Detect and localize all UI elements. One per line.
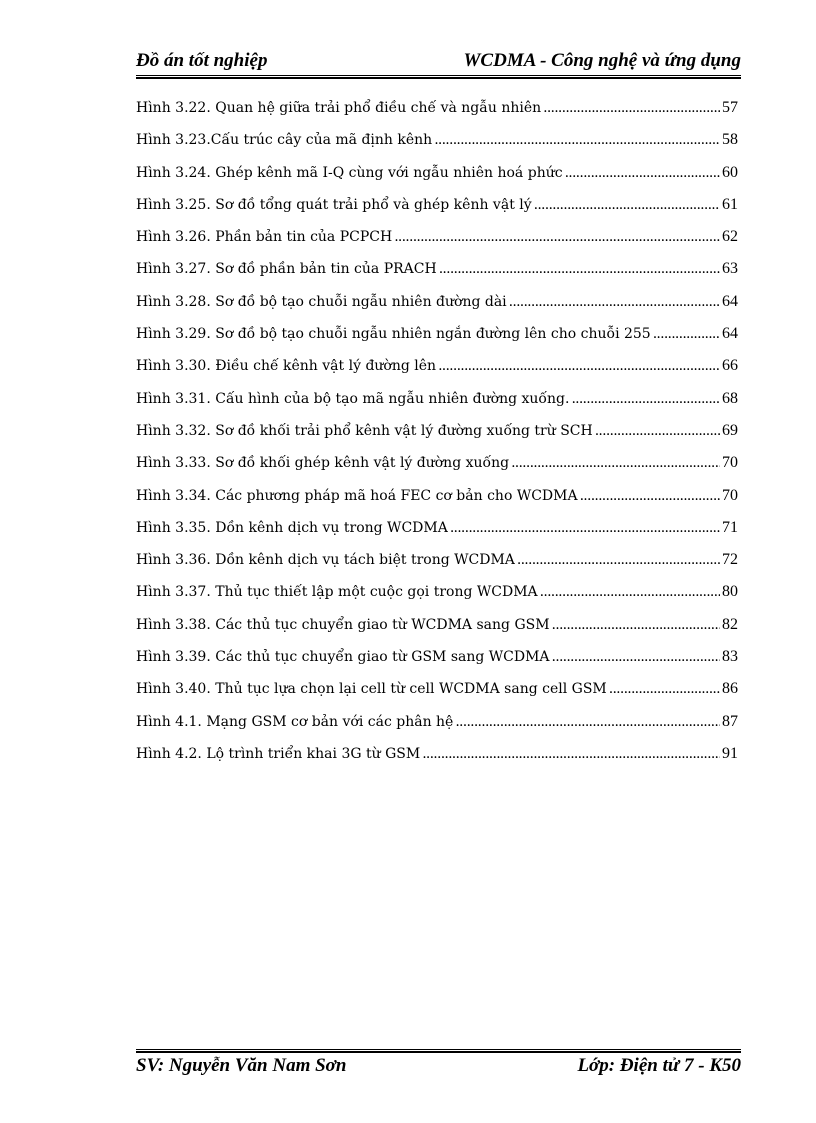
dot-leader: [543, 92, 720, 124]
toc-entry: [136, 189, 738, 221]
dot-leader: [609, 673, 720, 705]
toc-entry: [136, 576, 738, 608]
toc-entry: [136, 318, 738, 350]
toc-entry: [136, 673, 738, 705]
toc-entry-label: Hình 3.36. Dồn kênh dịch vụ tách biệt trong WCDMA: [136, 552, 515, 569]
toc-entry: [136, 480, 738, 512]
toc-entry: [136, 157, 738, 189]
toc-entry-page: 82: [722, 615, 738, 633]
dot-leader: [534, 189, 720, 221]
toc-entry: [136, 124, 738, 156]
dot-leader: [434, 124, 720, 156]
toc-entry-page: 58: [722, 131, 738, 149]
toc-entry-page: 70: [722, 486, 738, 504]
toc-entry-label: Hình 3.37. Thủ tục thiết lập một cuộc gọi trong WCDMA: [136, 584, 538, 601]
toc-entry: [136, 447, 738, 479]
dot-leader: [509, 286, 720, 318]
toc-entry-page: 61: [722, 195, 738, 213]
dot-leader: [552, 609, 720, 641]
toc-entry-label: Hình 3.33. Sơ đồ khối ghép kênh vật lý đường xuống: [136, 455, 510, 472]
toc-entry: [136, 221, 738, 253]
toc-entry-page: 64: [722, 325, 738, 343]
toc-entry-page: 72: [722, 551, 738, 569]
toc-entry: [136, 641, 738, 673]
toc-entry: [136, 512, 738, 544]
dot-leader: [580, 480, 720, 512]
footer-class: Lớp: Điện tử 7 - K50: [577, 1055, 741, 1076]
toc-entry-page: 64: [722, 292, 738, 310]
dot-leader: [394, 221, 720, 253]
toc-entry-label: Hình 3.31. Cấu hình của bộ tạo mã ngẫu nhiên đường xuống.: [136, 390, 570, 407]
header-rule: [136, 75, 741, 79]
toc-entry-label: Hình 4.1. Mạng GSM cơ bản với các phân hệ: [136, 713, 454, 730]
footer-rule: [136, 1049, 741, 1053]
toc-entry-page: 87: [722, 712, 738, 730]
dot-leader: [552, 641, 720, 673]
toc-entry: [136, 92, 738, 124]
toc-entry-page: 68: [722, 389, 738, 407]
toc-entry-page: 60: [722, 163, 738, 181]
toc-entry: [136, 350, 738, 382]
toc-entry-label: Hình 3.35. Dồn kênh dịch vụ trong WCDMA: [136, 519, 448, 536]
dot-leader: [571, 383, 720, 415]
dot-leader: [438, 350, 720, 382]
toc-entry-page: 83: [722, 648, 738, 666]
dot-leader: [511, 447, 720, 479]
toc-entry-page: 66: [722, 357, 738, 375]
header-right-title: WCDMA - Công nghệ và ứng dụng: [463, 50, 741, 71]
figure-list: [136, 92, 738, 770]
toc-entry-page: 63: [722, 260, 738, 278]
toc-entry-page: 71: [722, 518, 738, 536]
dot-leader: [422, 738, 720, 770]
footer-student: SV: Nguyễn Văn Nam Sơn: [136, 1055, 347, 1076]
toc-entry: [136, 415, 738, 447]
toc-entry-page: 62: [722, 228, 738, 246]
toc-entry-label: Hình 3.27. Sơ đồ phần bản tin của PRACH: [136, 261, 437, 278]
toc-entry: [136, 609, 738, 641]
toc-entry-label: Hình 3.29. Sơ đồ bộ tạo chuỗi ngẫu nhiên ngắn đường lên cho chuỗi 255: [136, 326, 651, 343]
toc-entry-label: Hình 3.28. Sơ đồ bộ tạo chuỗi ngẫu nhiên đường dài: [136, 293, 507, 310]
header-left-title: Đồ án tốt nghiệp: [136, 50, 268, 71]
toc-entry-label: Hình 3.26. Phần bản tin của PCPCH: [136, 229, 393, 246]
dot-leader: [653, 318, 720, 350]
toc-entry-label: Hình 4.2. Lộ trình triển khai 3G từ GSM: [136, 745, 421, 762]
toc-entry-label: Hình 3.23.Cấu trúc cây của mã định kênh: [136, 132, 433, 149]
toc-entry-page: 86: [722, 680, 738, 698]
toc-entry: [136, 286, 738, 318]
toc-entry: [136, 738, 738, 770]
page-header: [136, 48, 741, 72]
dot-leader: [595, 415, 720, 447]
toc-entry: [136, 383, 738, 415]
toc-entry-label: Hình 3.32. Sơ đồ khối trải phổ kênh vật lý đường xuống trừ SCH: [136, 422, 593, 439]
toc-entry-label: Hình 3.24. Ghép kênh mã I-Q cùng với ngẫu nhiên hoá phức: [136, 164, 563, 181]
dot-leader: [540, 576, 720, 608]
dot-leader: [439, 253, 720, 285]
toc-entry: [136, 706, 738, 738]
toc-entry-label: Hình 3.22. Quan hệ giữa trải phổ điều chế và ngẫu nhiên: [136, 100, 542, 116]
toc-entry-label: Hình 3.38. Các thủ tục chuyển giao từ WCDMA sang GSM: [136, 616, 550, 633]
toc-entry-page: 80: [722, 583, 738, 601]
toc-entry: [136, 253, 738, 285]
toc-entry-label: Hình 3.40. Thủ tục lựa chọn lại cell từ cell WCDMA sang cell GSM: [136, 681, 607, 698]
toc-entry-page: 57: [722, 99, 738, 116]
toc-entry-label: Hình 3.25. Sơ đồ tổng quát trải phổ và ghép kênh vật lý: [136, 196, 532, 213]
toc-entry-label: Hình 3.39. Các thủ tục chuyển giao từ GSM sang WCDMA: [136, 649, 550, 666]
toc-entry-page: 91: [722, 744, 738, 762]
toc-entry-label: Hình 3.34. Các phương pháp mã hoá FEC cơ bản cho WCDMA: [136, 487, 578, 504]
toc-entry-page: 69: [722, 421, 738, 439]
page-footer: [136, 1054, 741, 1078]
dot-leader: [517, 544, 720, 576]
toc-entry-label: Hình 3.30. Điều chế kênh vật lý đường lên: [136, 358, 437, 375]
toc-entry: [136, 544, 738, 576]
toc-entry-page: 70: [722, 454, 738, 472]
dot-leader: [565, 157, 720, 189]
dot-leader: [455, 706, 720, 738]
dot-leader: [450, 512, 720, 544]
